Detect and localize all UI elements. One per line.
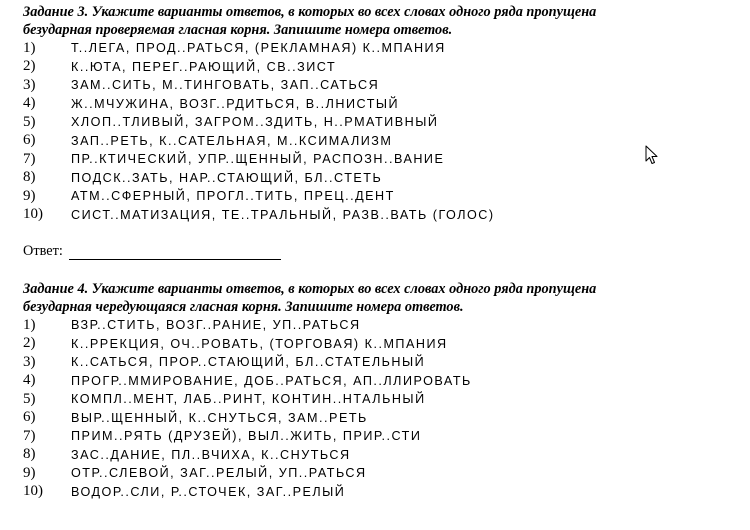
item-number: 6) (23, 132, 36, 149)
list-item (23, 446, 472, 465)
task4-list (23, 316, 472, 501)
list-item (23, 132, 495, 151)
item-number: 7) (23, 150, 36, 167)
mouse-pointer-icon (645, 145, 658, 165)
list-item (23, 39, 495, 58)
item-text: ВОДОР..СЛИ, Р..СТОЧЕК, ЗАГ..РЕЛЫЙ (71, 484, 346, 499)
item-number: 4) (23, 95, 36, 112)
task3-title (23, 3, 723, 39)
item-number: 9) (23, 464, 36, 481)
answer-blank-line (69, 245, 281, 260)
item-number: 10) (23, 483, 43, 500)
list-item (23, 427, 472, 446)
list-item (23, 187, 495, 206)
item-number: 2) (23, 335, 36, 352)
item-text: ПОДСК..ЗАТЬ, НАР..СТАЮЩИЙ, БЛ..СТЕТЬ (71, 170, 383, 185)
answer-label: Ответ: (23, 243, 63, 259)
answer-row (23, 243, 281, 260)
item-number: 10) (23, 206, 43, 223)
item-text: Ж..МЧУЖИНА, ВОЗГ..РДИТЬСЯ, В..ЛНИСТЫЙ (71, 96, 400, 111)
item-number: 5) (23, 390, 36, 407)
item-text: К..САТЬСЯ, ПРОР..СТАЮЩИЙ, БЛ..СТАТЕЛЬНЫЙ (71, 355, 426, 370)
item-number: 3) (23, 76, 36, 93)
item-text: Т..ЛЕГА, ПРОД..РАТЬСЯ, (РЕКЛАМНАЯ) К..МПАНИЯ (71, 41, 446, 56)
task4-title (23, 280, 723, 316)
item-number: 1) (23, 39, 36, 56)
list-item (23, 390, 472, 409)
list-item (23, 206, 495, 225)
item-text: ЗАС..ДАНИЕ, ПЛ..ВЧИХА, К..СНУТЬСЯ (71, 447, 351, 462)
item-text: КОМПЛ..МЕНТ, ЛАБ..РИНТ, КОНТИН..НТАЛЬНЫЙ (71, 392, 426, 407)
list-item (23, 76, 495, 95)
item-number: 8) (23, 446, 36, 463)
item-text: ЗАМ..СИТЬ, М..ТИНГОВАТЬ, ЗАП..САТЬСЯ (71, 78, 380, 93)
item-text: К..ЮТА, ПЕРЕГ..РАЮЩИЙ, СВ..ЗИСТ (71, 59, 337, 74)
task4-title-line1: Задание 4. Укажите варианты ответов, в которых во всех словах одного ряда пропущена (23, 281, 597, 297)
item-text: ХЛОП..ТЛИВЫЙ, ЗАГРОМ..ЗДИТЬ, Н..РМАТИВНЫЙ (71, 115, 439, 130)
item-number: 1) (23, 316, 36, 333)
task4-title-line2: безударная чередующаяся гласная корня. Запишите номера ответов. (23, 299, 464, 315)
list-item (23, 464, 472, 483)
item-number: 3) (23, 353, 36, 370)
list-item (23, 316, 472, 335)
item-number: 6) (23, 409, 36, 426)
item-text: СИСТ..МАТИЗАЦИЯ, ТЕ..ТРАЛЬНЫЙ, РАЗВ..ВАТЬ (ГОЛОС) (71, 207, 495, 222)
list-item (23, 95, 495, 114)
list-item (23, 58, 495, 77)
item-number: 8) (23, 169, 36, 186)
item-text: АТМ..СФЕРНЫЙ, ПРОГЛ..ТИТЬ, ПРЕЦ..ДЕНТ (71, 189, 395, 204)
item-number: 5) (23, 113, 36, 130)
task3-title-line2: безударная проверяемая гласная корня. Запишите номера ответов. (23, 22, 453, 38)
list-item (23, 483, 472, 502)
list-item (23, 169, 495, 188)
item-text: К..РРЕКЦИЯ, ОЧ..РОВАТЬ, (ТОРГОВАЯ) К..МПАНИЯ (71, 336, 448, 351)
item-text: ВЗР..СТИТЬ, ВОЗГ..РАНИЕ, УП..РАТЬСЯ (71, 318, 361, 333)
item-number: 4) (23, 372, 36, 389)
list-item (23, 353, 472, 372)
task3-list (23, 39, 495, 224)
list-item (23, 150, 495, 169)
item-text: ПР..КТИЧЕСКИЙ, УПР..ЩЕННЫЙ, РАСПОЗН..ВАНИЕ (71, 152, 445, 167)
task3-title-line1: Задание 3. Укажите варианты ответов, в которых во всех словах одного ряда пропущена (23, 4, 597, 20)
item-number: 2) (23, 58, 36, 75)
item-number: 7) (23, 427, 36, 444)
item-text: ВЫР..ЩЕННЫЙ, К..СНУТЬСЯ, ЗАМ..РЕТЬ (71, 410, 368, 425)
item-text: ОТР..СЛЕВОЙ, ЗАГ..РЕЛЫЙ, УП..РАТЬСЯ (71, 466, 367, 481)
item-text: ПРОГР..ММИРОВАНИЕ, ДОБ..РАТЬСЯ, АП..ЛЛИРОВАТЬ (71, 373, 472, 388)
item-text: ПРИМ..РЯТЬ (ДРУЗЕЙ), ВЫЛ..ЖИТЬ, ПРИР..СТИ (71, 429, 422, 444)
list-item (23, 113, 495, 132)
list-item (23, 372, 472, 391)
list-item (23, 409, 472, 428)
list-item (23, 335, 472, 354)
item-number: 9) (23, 187, 36, 204)
item-text: ЗАП..РЕТЬ, К..САТЕЛЬНАЯ, М..КСИМАЛИЗМ (71, 133, 393, 148)
